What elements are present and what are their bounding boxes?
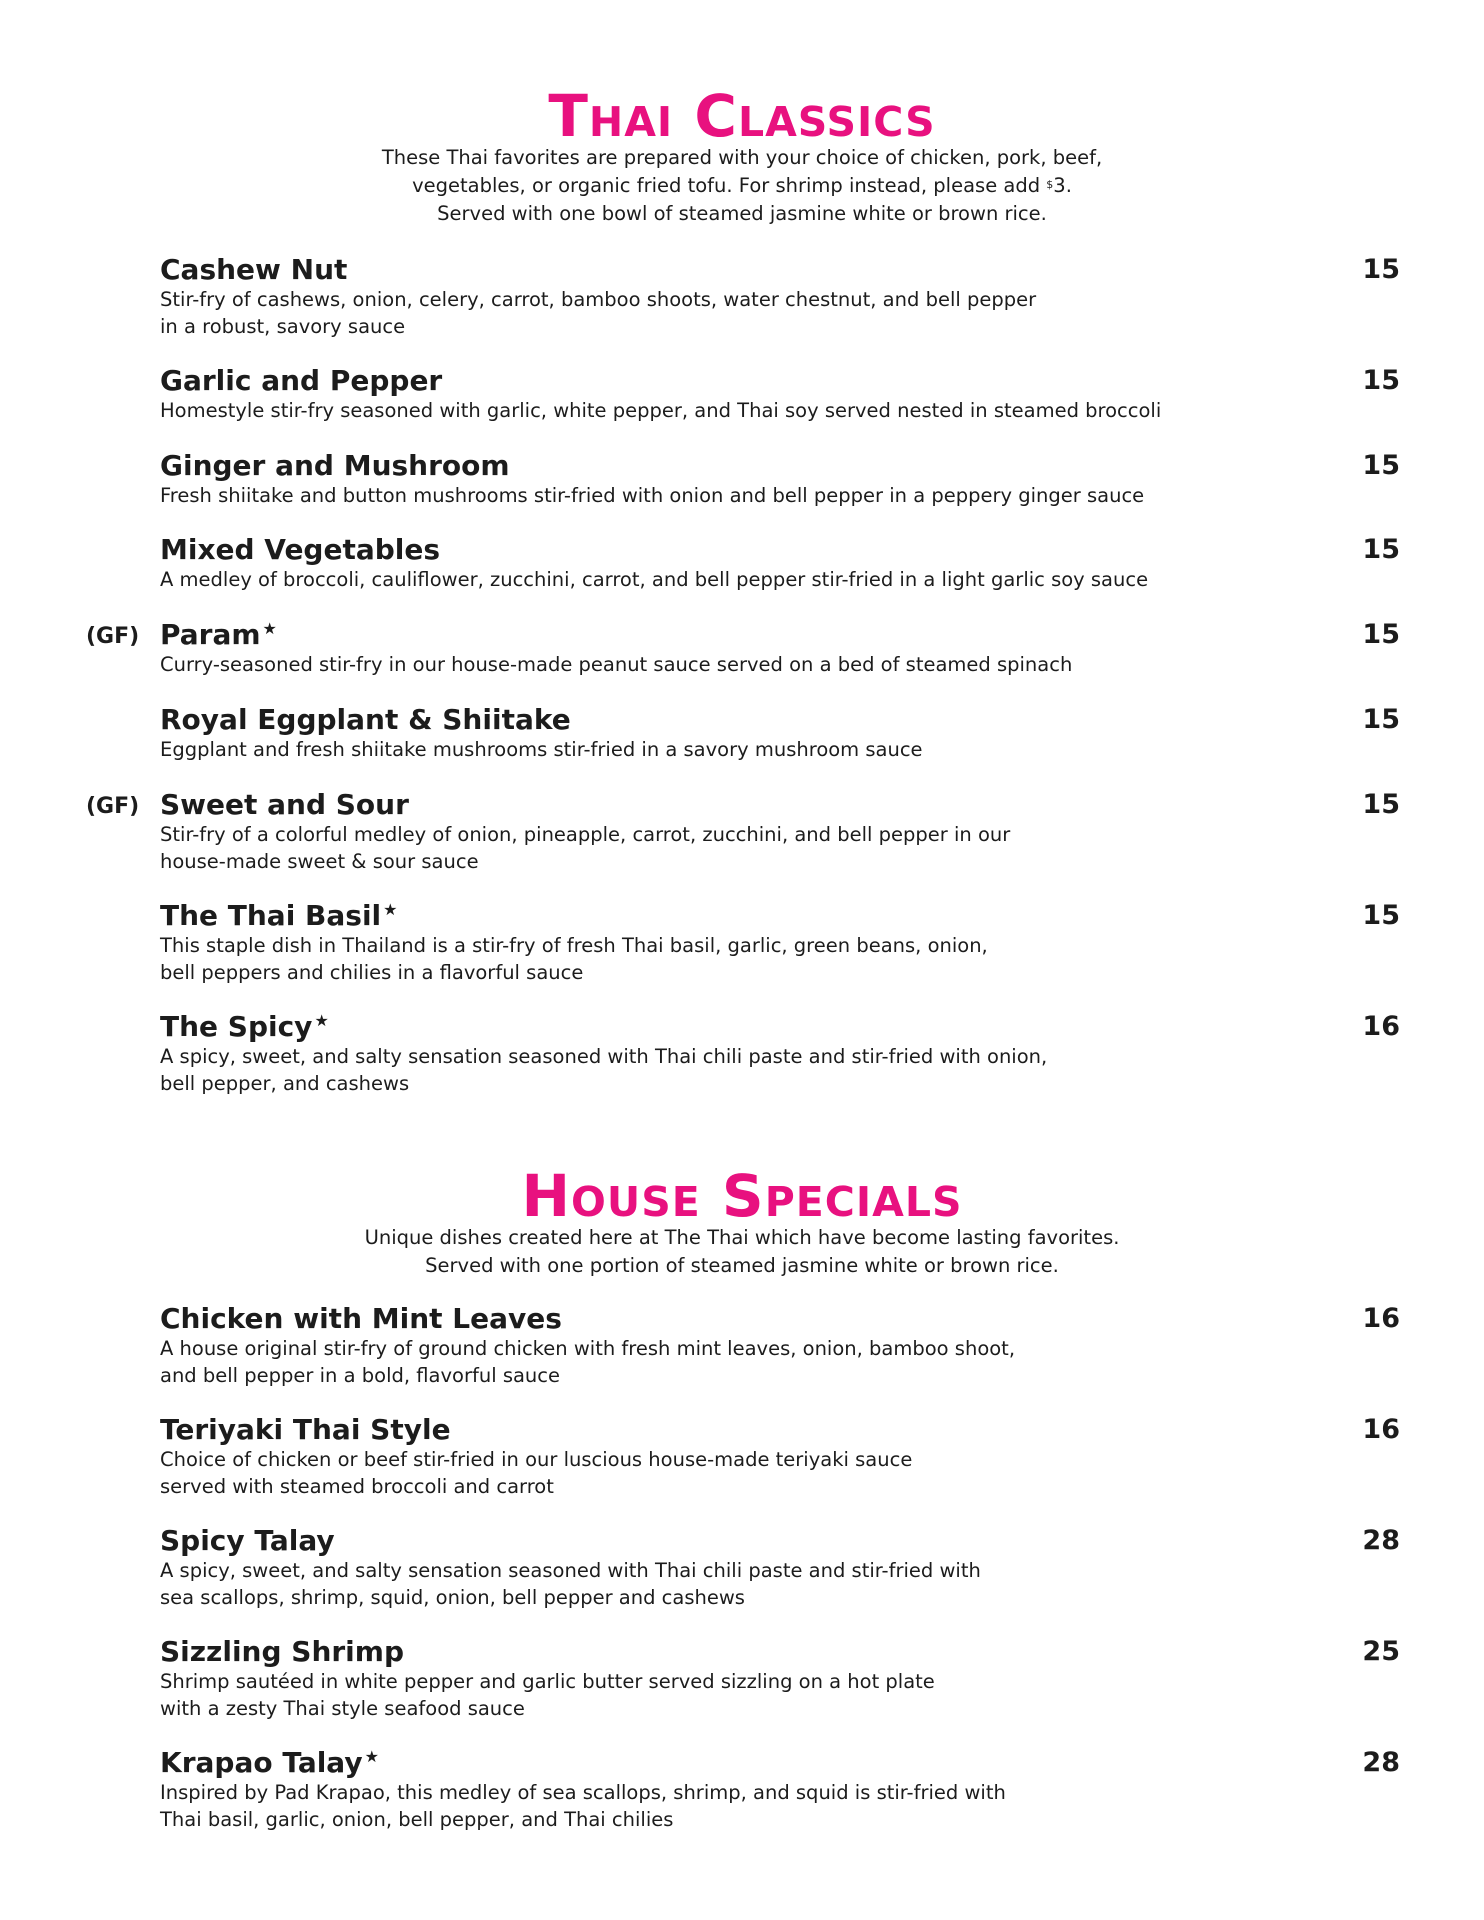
menu-item-chicken-with-mint-leaves <box>160 1302 1400 1389</box>
item-price: 15 <box>1362 900 1400 931</box>
item-price: 28 <box>1362 1525 1400 1556</box>
item-price: 15 <box>1362 365 1400 396</box>
item-description: Fresh shiitake and button mushrooms stir-fried with onion and bell pepper in a peppery ginger sauce <box>160 484 1145 507</box>
menu-item-teriyaki-thai-style <box>160 1413 1400 1500</box>
item-name: Royal Eggplant & Shiitake <box>160 703 571 736</box>
menu-item-sizzling-shrimp <box>160 1635 1400 1722</box>
intro-line: Served with one portion of steamed jasmine white or brown rice. <box>425 1254 1059 1277</box>
item-description: Shrimp sautéed in white pepper and garlic butter served sizzling on a hot plate with a zesty Thai style seafood sauce <box>160 1670 935 1720</box>
item-description: A spicy, sweet, and salty sensation seasoned with Thai chili paste and stir-fried with onion, bell pepper, and cashews <box>160 1045 1048 1095</box>
intro-line: vegetables, or organic fried tofu. For shrimp instead, please add $3. <box>412 174 1072 197</box>
item-price: 16 <box>1362 1303 1400 1334</box>
menu-item-sweet-and-sour <box>86 788 1400 875</box>
item-description: Choice of chicken or beef stir-fried in our luscious house-made teriyaki sauce served with steamed broccoli and carrot <box>160 1448 913 1498</box>
item-description: Curry-seasoned stir-fry in our house-made peanut sauce served on a bed of steamed spinach <box>160 653 1073 676</box>
menu-item-mixed-vegetables <box>160 533 1400 594</box>
item-description: Eggplant and fresh shiitake mushrooms stir-fried in a savory mushroom sauce <box>160 738 923 761</box>
shrimp-upcharge: 3. <box>1053 174 1072 197</box>
item-name: Param <box>160 618 261 651</box>
item-name: Mixed Vegetables <box>160 533 441 566</box>
item-name: The Thai Basil <box>160 899 382 932</box>
gluten-free-tag: (GF) <box>86 794 140 819</box>
item-price: 16 <box>1362 1414 1400 1445</box>
menu-item-spicy-talay <box>160 1524 1400 1611</box>
item-name: Sizzling Shrimp <box>160 1635 405 1668</box>
item-description: Stir-fry of a colorful medley of onion, pineapple, carrot, zucchini, and bell pepper in our house-made sweet & sour sauce <box>160 823 1011 873</box>
item-name: Spicy Talay <box>160 1524 335 1557</box>
item-price: 15 <box>1362 704 1400 735</box>
currency-symbol: $ <box>1046 178 1054 191</box>
star-icon: ★ <box>314 1011 329 1030</box>
thai-classics-intro <box>0 144 1484 228</box>
intro-line: These Thai favorites are prepared with your choice of chicken, pork, beef, <box>381 146 1103 169</box>
menu-item-krapao-talay <box>160 1746 1400 1833</box>
menu-item-param <box>86 618 1400 679</box>
item-name: The Spicy <box>160 1010 313 1043</box>
item-name: Sweet and Sour <box>160 788 409 821</box>
menu-item-garlic-and-pepper <box>160 364 1400 425</box>
item-price: 15 <box>1362 789 1400 820</box>
item-price: 25 <box>1362 1636 1400 1667</box>
intro-line: Served with one bowl of steamed jasmine white or brown rice. <box>437 202 1047 225</box>
item-description: Inspired by Pad Krapao, this medley of sea scallops, shrimp, and squid is stir-fried with Thai basil, garlic, onion, bell pepper, and Thai chilies <box>160 1781 1006 1831</box>
item-description: A spicy, sweet, and salty sensation seasoned with Thai chili paste and stir-fried with sea scallops, shrimp, squid, onion, bell pepper and cashews <box>160 1559 981 1609</box>
item-price: 15 <box>1362 619 1400 650</box>
item-name: Garlic and Pepper <box>160 364 443 397</box>
item-price: 15 <box>1362 534 1400 565</box>
item-name: Krapao Talay <box>160 1746 363 1779</box>
item-description: A medley of broccoli, cauliflower, zucchini, carrot, and bell pepper stir-fried in a light garlic soy sauce <box>160 568 1149 591</box>
thai-classics-title: Thai Classics <box>548 82 936 150</box>
intro-line: Unique dishes created here at The Thai which have become lasting favorites. <box>364 1226 1120 1249</box>
item-name: Cashew Nut <box>160 253 348 286</box>
item-price: 28 <box>1362 1747 1400 1778</box>
item-name: Teriyaki Thai Style <box>160 1413 451 1446</box>
menu-item-the-spicy <box>160 1010 1400 1097</box>
item-description: This staple dish in Thailand is a stir-fry of fresh Thai basil, garlic, green beans, onion, bell peppers and chilies in a flavorful sauce <box>160 934 988 984</box>
item-name: Ginger and Mushroom <box>160 449 510 482</box>
house-specials-intro <box>0 1224 1484 1280</box>
gluten-free-tag: (GF) <box>86 624 140 649</box>
item-price: 15 <box>1362 254 1400 285</box>
item-description: Homestyle stir-fry seasoned with garlic, white pepper, and Thai soy served nested in steamed broccoli <box>160 399 1162 422</box>
star-icon: ★ <box>262 619 277 638</box>
item-name: Chicken with Mint Leaves <box>160 1302 562 1335</box>
menu-item-royal-eggplant-shiitake <box>160 703 1400 764</box>
item-price: 16 <box>1362 1011 1400 1042</box>
house-specials-title: House Specials <box>521 1162 963 1230</box>
item-description: Stir-fry of cashews, onion, celery, carrot, bamboo shoots, water chestnut, and bell pepper in a robust, savory sauce <box>160 288 1037 338</box>
star-icon: ★ <box>383 900 398 919</box>
star-icon: ★ <box>364 1747 379 1766</box>
item-price: 15 <box>1362 450 1400 481</box>
menu-item-ginger-and-mushroom <box>160 449 1400 510</box>
menu-item-cashew-nut <box>160 253 1400 340</box>
menu-item-the-thai-basil <box>160 899 1400 986</box>
item-description: A house original stir-fry of ground chicken with fresh mint leaves, onion, bamboo shoot, and bell pepper in a bold, flavorful sauce <box>160 1337 1016 1387</box>
